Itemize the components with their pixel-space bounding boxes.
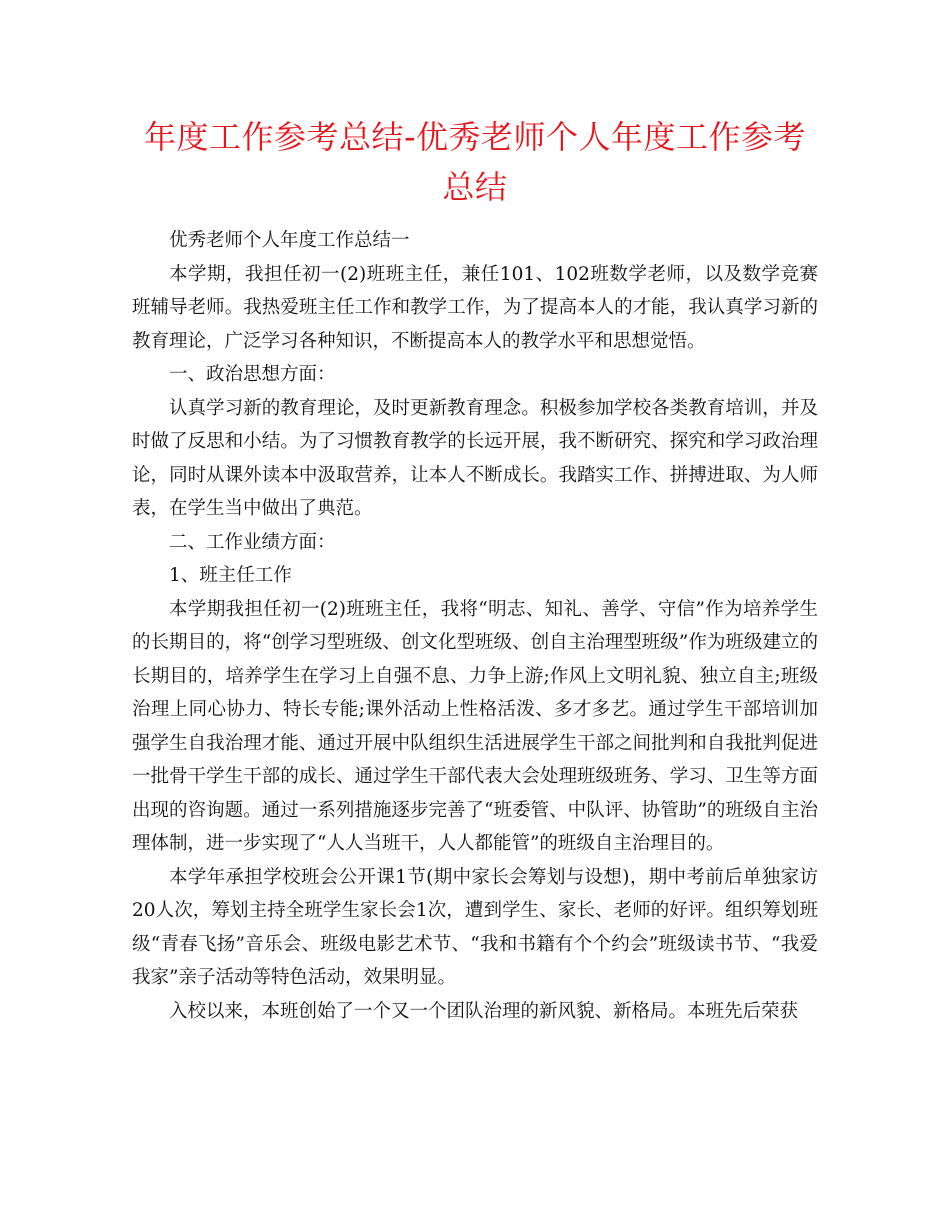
subsection-heading-class-teacher: 1、班主任工作 [169,565,292,586]
document-title: 年度工作参考总结-优秀老师个人年度工作参考总结 [143,118,807,206]
paragraph-intro: 本学期，我担任初一(2)班班主任，兼任101、102班数学老师，以及数学竞赛班辅导老师。我热爱班主任工作和教学工作，为了提高本人的才能，我认真学习新的教育理论，广泛学习各种知识，不断提高本人的教学水平和思想觉悟。 [132,263,818,352]
paragraph-open-class: 本学年承担学校班会公开课1节(期中家长会筹划与设想)，期中考前后单独家访20人次，筹划主持全班学生家长会1次，遭到学生、家长、老师的好评。组织筹划班级“青春飞扬”音乐会、班级电影艺术节、“我和书籍有个个约会”班级读书节、“我爱我家”亲子活动等特色活动，效果明显。 [132,866,818,988]
section-heading-achievements: 二、工作业绩方面： [169,531,336,553]
paragraph-political: 认真学习新的教育理论，及时更新教育理念。积极参加学校各类教育培训，并及时做了反思和小结。为了习惯教育教学的长远开展，我不断研究、探究和学习政治理论，同时从课外读本中汲取营养，让本人不断成长。我踏实工作、拼搏进取、为人师表，在学生当中做出了典范。 [132,397,818,519]
paragraph-honors: 入校以来，本班创始了一个又一个团队治理的新风貌、新格局。本班先后荣获 [169,1000,799,1022]
section-heading-political: 一、政治思想方面： [169,364,336,385]
paragraph-class-teacher: 本学期我担任初一(2)班班主任，我将“明志、知礼、善学、守信”作为培养学生的长期目的，将“创学习型班级、创文化型班级、创自主治理型班级”作为班级建立的长期目的，培养学生在学习上自强不息、力争上游;作风上文明礼貌、独立自主;班级治理上同心协力、特长专能;课外活动上性格活泼、多才多艺。通过学生干部培训加强学生自我治理才能、通过开展中队组织生活进展学生干部之间批判和自我批判促进一批骨干学生干部的成长、通过学生干部代表大会处理班级班务、学习、卫生等方面出现的咨询题。通过一系列措施逐步完善了“班委管、中队评、协管助”的班级自主治理体制，进一步实现了“人人当班干，人人都能管”的班级自主治理目的。 [132,598,818,854]
document-body [132,224,818,1028]
paragraph-subtitle: 优秀老师个人年度工作总结一 [169,230,410,251]
